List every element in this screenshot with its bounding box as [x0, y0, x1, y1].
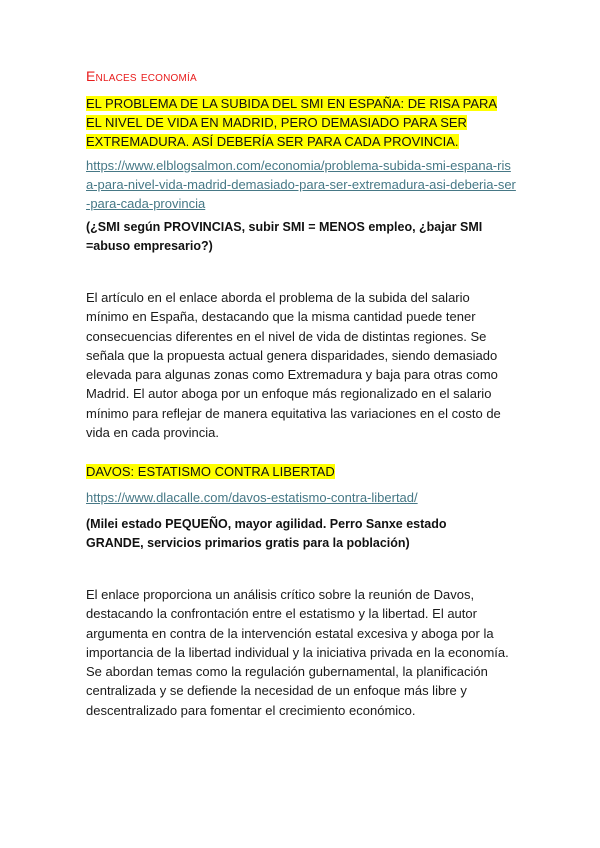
- section-title: Enlaces economía: [86, 68, 197, 84]
- article2-link[interactable]: https://www.dlacalle.com/davos-estatismo-contra-libertad/: [86, 490, 418, 505]
- article2-headline-text: DAVOS: ESTATISMO CONTRA LIBERTAD: [86, 464, 335, 479]
- article1-link[interactable]: https://www.elblogsalmon.com/economia/problema-subida-smi-espana-risa-para-nivel-vida-madrid-demasiado-para-ser-extremadura-asi-deberia-ser-para-cada-provincia: [86, 158, 516, 211]
- article1-headline: [86, 94, 506, 151]
- article1-headline-text: EL PROBLEMA DE LA SUBIDA DEL SMI EN ESPAÑA: DE RISA PARA EL NIVEL DE VIDA EN MADRID, PERO DEMASIADO PARA SER EXTREMADURA. ASÍ DEBERÍA SER PARA CADA PROVINCIA.: [86, 96, 498, 149]
- article2-headline: [86, 462, 506, 481]
- article2-summary: El enlace proporciona un análisis crítico sobre la reunión de Davos, destacando la confrontación entre el estatismo y la libertad. El autor argumenta en contra de la intervención estatal excesiva y aboga por la importancia de la libertad individual y la iniciativa privada en la economía. Se abordan temas como la regulación gubernamental, la planificación centralizada y se defiende la necesidad de un enfoque más libre y descentralizado para fomentar el crecimiento económico.: [86, 587, 509, 718]
- article2-note: (Milei estado PEQUEÑO, mayor agilidad. Perro Sanxe estado GRANDE, servicios primarios gratis para la población): [86, 517, 447, 550]
- article1-summary: El artículo en el enlace aborda el problema de la subida del salario mínimo en España, destacando que la misma cantidad puede tener consecuencias diferentes en el nivel de vida de distintas regiones. Se señala que la propuesta actual genera disparidades, siendo demasiado elevada para algunas zonas como Extremadura y baja para otras como Madrid. El autor aboga por un enfoque más regionalizado en el salario mínimo para reflejar de manera equitativa las variaciones en el costo de vida en cada provincia.: [86, 290, 501, 441]
- article1-note: (¿SMI según PROVINCIAS, subir SMI = MENOS empleo, ¿bajar SMI =abuso empresario?): [86, 220, 483, 253]
